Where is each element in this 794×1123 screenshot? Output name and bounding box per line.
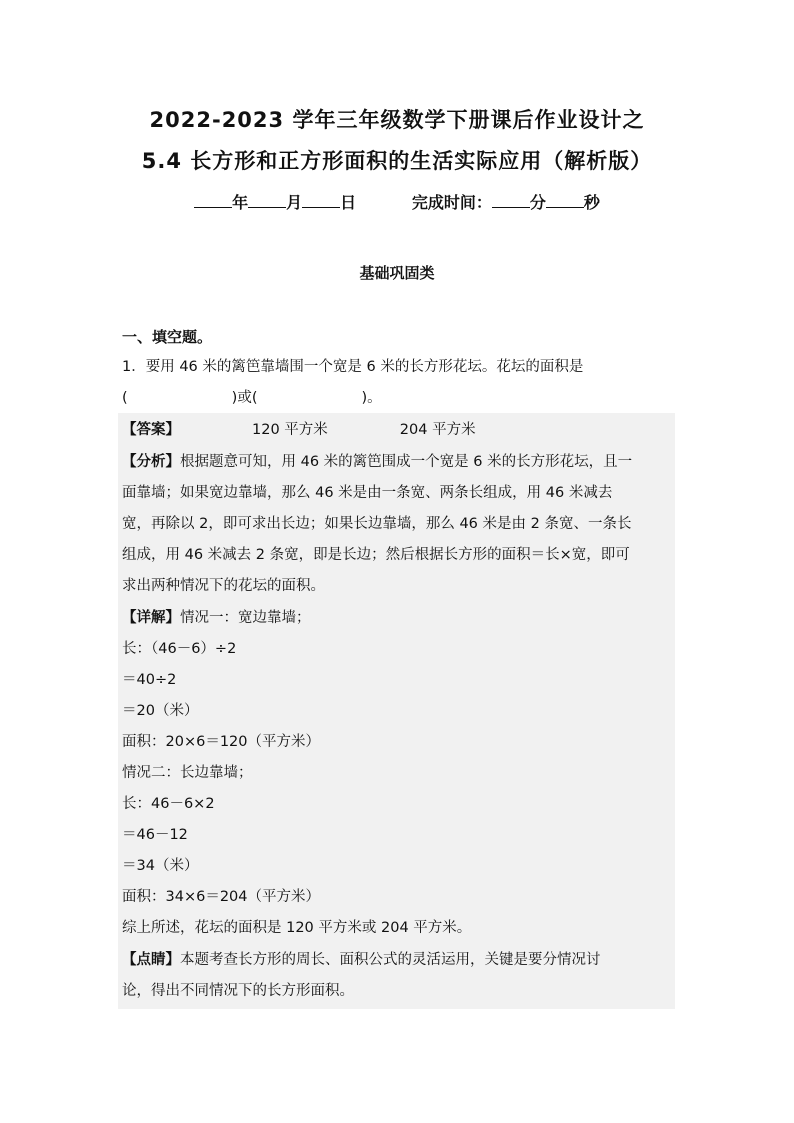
question-text: 1．要用 46 米的篱笆靠墙围一个宽是 6 米的长方形花坛。花坛的面积是: [122, 359, 584, 375]
comment-line-2: 论，得出不同情况下的长方形面积。: [122, 983, 354, 999]
answer-tag: 【答案】: [122, 422, 180, 438]
detail-line-3: ＝40÷2: [122, 672, 177, 688]
document-title-line2: 5.4 长方形和正方形面积的生活实际应用（解析版）: [141, 149, 653, 173]
detail-line-2: 长：（46－6）÷2: [122, 641, 237, 657]
comment-line-1: 【点睛】本题考查长方形的周长、面积公式的灵活运用，关键是要分情况讨: [122, 952, 601, 968]
detail-line-9: ＝34（米）: [122, 858, 199, 874]
analysis-line-3: 宽，再除以 2，即可求出长边；如果长边靠墙，那么 46 米是由 2 条宽、一条长: [122, 516, 632, 532]
answer-value-1: 120 平方米: [252, 422, 328, 438]
second-label: 秒: [583, 193, 600, 212]
part-heading: 一、填空题。: [122, 328, 213, 346]
detail-line-7: 长：46－6×2: [122, 796, 215, 812]
day-label: 日: [340, 193, 357, 212]
detail-line-4: ＝20（米）: [122, 703, 199, 719]
detail-line-11: 综上所述，花坛的面积是 120 平方米或 204 平方米。: [122, 920, 472, 936]
time-label: 完成时间：: [411, 193, 492, 212]
analysis-line-2: 面靠墙；如果宽边靠墙，那么 46 米是由一条宽、两条长组成，用 46 米减去: [122, 485, 613, 501]
detail-line-6: 情况二：长边靠墙；: [122, 765, 253, 781]
document-title-line1: 2022-2023 学年三年级数学下册课后作业设计之: [149, 108, 645, 132]
year-label: 年: [232, 193, 249, 212]
month-blank[interactable]: [248, 193, 286, 208]
detail-line-10: 面积：34×6＝204（平方米）: [122, 889, 321, 905]
date-time-line: [0, 190, 794, 213]
blank-close: )。: [361, 390, 382, 406]
detail-line-1: 【详解】情况一：宽边靠墙；: [122, 610, 311, 626]
minute-blank[interactable]: [492, 193, 530, 208]
blank-mid: )或(: [231, 390, 258, 406]
comment-tag: 【点睛】: [122, 952, 180, 968]
answer-row: [122, 420, 476, 440]
year-blank[interactable]: [194, 193, 232, 208]
month-label: 月: [286, 193, 303, 212]
section-title: 基础巩固类: [359, 264, 435, 282]
minute-label: 分: [529, 193, 546, 212]
answer-value-2: 204 平方米: [399, 422, 476, 438]
analysis-tag: 【分析】: [122, 454, 180, 470]
analysis-line-5: 求出两种情况下的花坛的面积。: [122, 578, 325, 594]
analysis-line-1: 【分析】根据题意可知，用 46 米的篱笆围成一个宽是 6 米的长方形花坛，且一: [122, 454, 633, 470]
analysis-line-4: 组成，用 46 米减去 2 条宽，即是长边；然后根据长方形的面积＝长×宽，即可: [122, 547, 630, 563]
blank-open: (: [122, 390, 128, 406]
detail-line-5: 面积：20×6＝120（平方米）: [122, 734, 321, 750]
detail-tag: 【详解】: [122, 610, 180, 626]
day-blank[interactable]: [302, 193, 340, 208]
question-blanks: [122, 388, 382, 408]
second-blank[interactable]: [546, 193, 584, 208]
detail-line-8: ＝46－12: [122, 827, 188, 843]
